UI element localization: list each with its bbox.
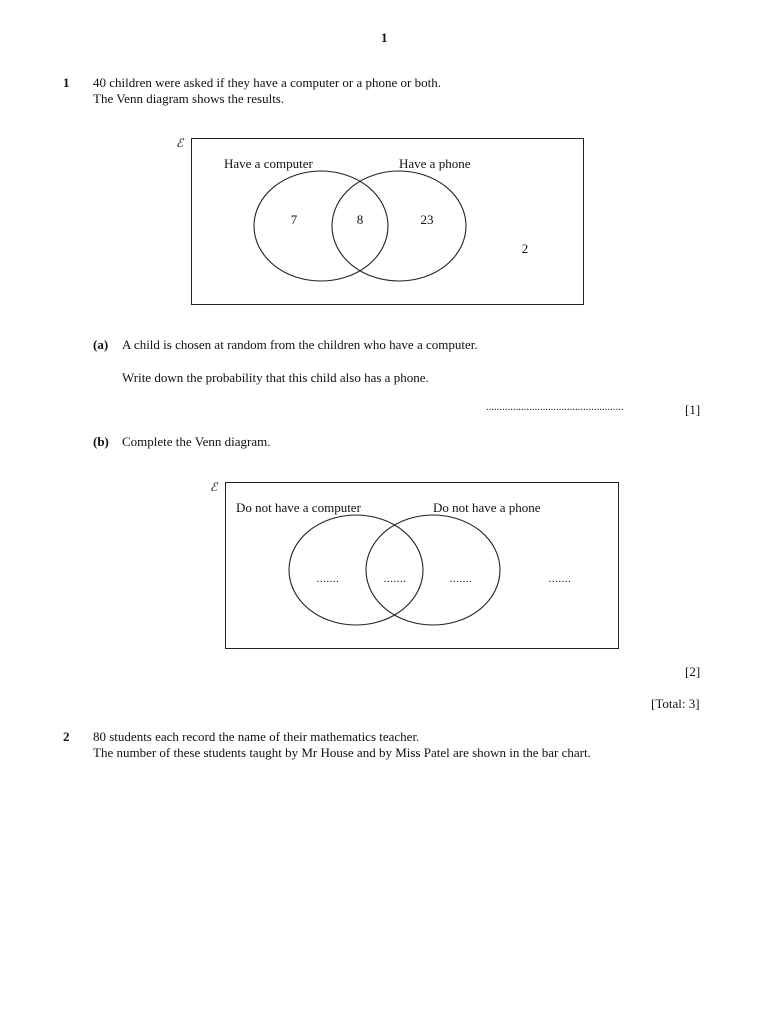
part-a-line2: Write down the probability that this child also has a phone. bbox=[122, 370, 429, 385]
venn-2-both-blank[interactable]: ....... bbox=[383, 573, 407, 585]
venn-2-no-computer-only-blank[interactable]: ....... bbox=[316, 573, 340, 585]
venn-1-computer-only: 7 bbox=[290, 212, 298, 227]
venn-1-both: 8 bbox=[356, 212, 364, 227]
page-number: 1 bbox=[381, 30, 388, 45]
part-b-text: Complete the Venn diagram. bbox=[122, 434, 271, 449]
venn-2-circle-no-phone bbox=[366, 515, 500, 625]
part-a-line1: A child is chosen at random from the children who have a computer. bbox=[122, 337, 478, 352]
question-2-line1: 80 students each record the name of their mathematics teacher. bbox=[93, 729, 420, 744]
question-1-number: 1 bbox=[63, 75, 70, 90]
part-a-label: (a) bbox=[93, 337, 109, 352]
venn-2-label-no-phone: Do not have a phone bbox=[433, 500, 541, 515]
venn-1-label-phone: Have a phone bbox=[399, 156, 471, 171]
venn-2-circle-no-computer bbox=[289, 515, 423, 625]
question-1-intro-line1: 40 children were asked if they have a computer or a phone or both. bbox=[93, 75, 441, 90]
question-2-line2: The number of these students taught by Mr House and by Miss Patel are shown in the bar chart. bbox=[93, 745, 591, 760]
part-a-marks: [1] bbox=[685, 402, 701, 417]
venn-2-no-phone-only-blank[interactable]: ....... bbox=[449, 573, 473, 585]
question-1-total: [Total: 3] bbox=[651, 696, 700, 711]
venn-1-circle-phone bbox=[332, 171, 466, 281]
venn-1-neither: 2 bbox=[521, 241, 529, 256]
universal-set-symbol: ℰ bbox=[176, 136, 184, 150]
venn-diagram-1 bbox=[191, 138, 584, 305]
venn-2-label-no-computer: Do not have a computer bbox=[236, 500, 361, 515]
venn-2-neither-blank[interactable]: ....... bbox=[548, 573, 572, 585]
part-b-marks: [2] bbox=[685, 664, 701, 679]
venn-1-label-computer: Have a computer bbox=[224, 156, 313, 171]
part-a-answer-line[interactable]: ................................................... bbox=[486, 402, 624, 413]
venn-diagram-2 bbox=[225, 482, 619, 649]
universal-set-symbol-2: ℰ bbox=[210, 480, 218, 494]
part-b-label: (b) bbox=[93, 434, 109, 449]
venn-1-circle-computer bbox=[254, 171, 388, 281]
question-1-intro-line2: The Venn diagram shows the results. bbox=[93, 91, 285, 106]
question-2-number: 2 bbox=[63, 729, 70, 744]
venn-1-phone-only: 23 bbox=[420, 212, 434, 227]
